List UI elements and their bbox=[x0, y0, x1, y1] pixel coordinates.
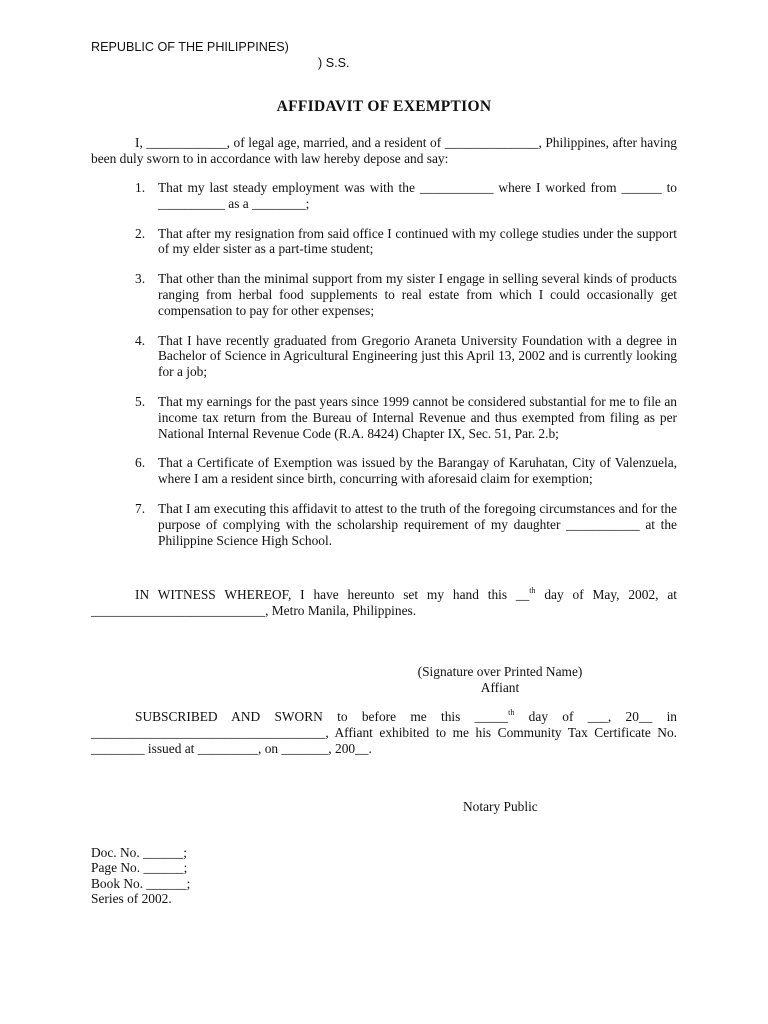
notarial-register-block bbox=[91, 845, 190, 907]
statement-item bbox=[91, 271, 677, 318]
item-number: 3. bbox=[135, 271, 146, 287]
witness-paragraph bbox=[91, 587, 677, 619]
item-text: That after my resignation from said office I continued with my college studies under the support of my elder sister as a part-time student; bbox=[158, 225, 677, 257]
venue-caption bbox=[91, 39, 350, 71]
item-number: 2. bbox=[135, 225, 146, 241]
book-number: Book No. ______; bbox=[91, 875, 191, 891]
venue-line-2: ) S.S. bbox=[318, 56, 350, 70]
item-text: That other than the minimal support from my sister I engage in selling several kinds of products ranging from herbal food supplements to real estate from which I could occasionally get compensation to pay for other expenses; bbox=[158, 271, 677, 318]
item-text: That I am executing this affidavit to attest to the truth of the foregoing circumstances and for the purpose of complying with the scholarship requirement of my daughter ___________ at the Philippine Science High School. bbox=[158, 500, 677, 548]
item-number: 6. bbox=[135, 455, 146, 471]
jurat-text-end: day of ___, 20__ in ___________________________________, Affiant exhibited to me his Community Tax Certificate No. ________ issued at _________, on _______, 200__. bbox=[91, 709, 677, 756]
venue-line-1: REPUBLIC OF THE PHILIPPINES) bbox=[91, 40, 289, 54]
series-year: Series of 2002. bbox=[91, 891, 172, 907]
statement-item bbox=[91, 501, 677, 548]
witness-ordinal: th bbox=[529, 586, 536, 595]
affiant-signature-block bbox=[380, 664, 620, 696]
notary-public-label: Notary Public bbox=[463, 799, 538, 814]
doc-number: Doc. No. ______; bbox=[91, 845, 187, 860]
statement-item bbox=[91, 226, 677, 258]
item-text: That my last steady employment was with the ___________ where I worked from ______ to __________ as a ________; bbox=[158, 180, 677, 211]
item-number: 7. bbox=[135, 500, 146, 516]
item-text: That a Certificate of Exemption was issued by the Barangay of Karuhatan, City of Valenzuela, where I am a resident since birth, concurring with aforesaid claim for exemption; bbox=[158, 455, 677, 487]
witness-text-end: day of May, 2002, at __________________________, Metro Manila, Philippines. bbox=[91, 587, 677, 618]
statement-item bbox=[91, 333, 677, 380]
item-number: 5. bbox=[135, 393, 146, 409]
item-text: That my earnings for the past years since 1999 cannot be considered substantial for me to file an income tax return from the Bureau of Internal Revenue and thus exempted from filing as per National Internal Revenue Code (R.A. 8424) Chapter IX, Sec. 51, Par. 2.b; bbox=[158, 393, 677, 441]
affiant-label: Affiant bbox=[480, 679, 520, 695]
jurat-paragraph bbox=[91, 709, 677, 756]
statement-item bbox=[91, 455, 677, 487]
item-text: That I have recently graduated from Gregorio Araneta University Foundation with a degree in Bachelor of Science in Agricultural Engineering just this April 13, 2002 and is currently looking for a job; bbox=[158, 332, 677, 380]
jurat-text-start: SUBSCRIBED AND SWORN to before me this _____ bbox=[135, 709, 509, 724]
witness-text-start: IN WITNESS WHEREOF, I have hereunto set my hand this __ bbox=[135, 587, 530, 602]
page-number: Page No. ______; bbox=[91, 860, 188, 876]
statement-item bbox=[91, 394, 677, 441]
document-title: AFFIDAVIT OF EXEMPTION bbox=[276, 98, 492, 115]
jurat-ordinal: th bbox=[508, 708, 515, 717]
item-number: 4. bbox=[135, 332, 146, 348]
intro-paragraph: I, ____________, of legal age, married, and a resident of ______________, Philippines, after having been duly sworn to in accordance with law hereby depose and say: bbox=[91, 135, 677, 166]
signature-caption: (Signature over Printed Name) bbox=[417, 664, 583, 679]
statement-item bbox=[91, 180, 677, 212]
numbered-statements bbox=[91, 180, 677, 562]
item-number: 1. bbox=[135, 180, 146, 195]
